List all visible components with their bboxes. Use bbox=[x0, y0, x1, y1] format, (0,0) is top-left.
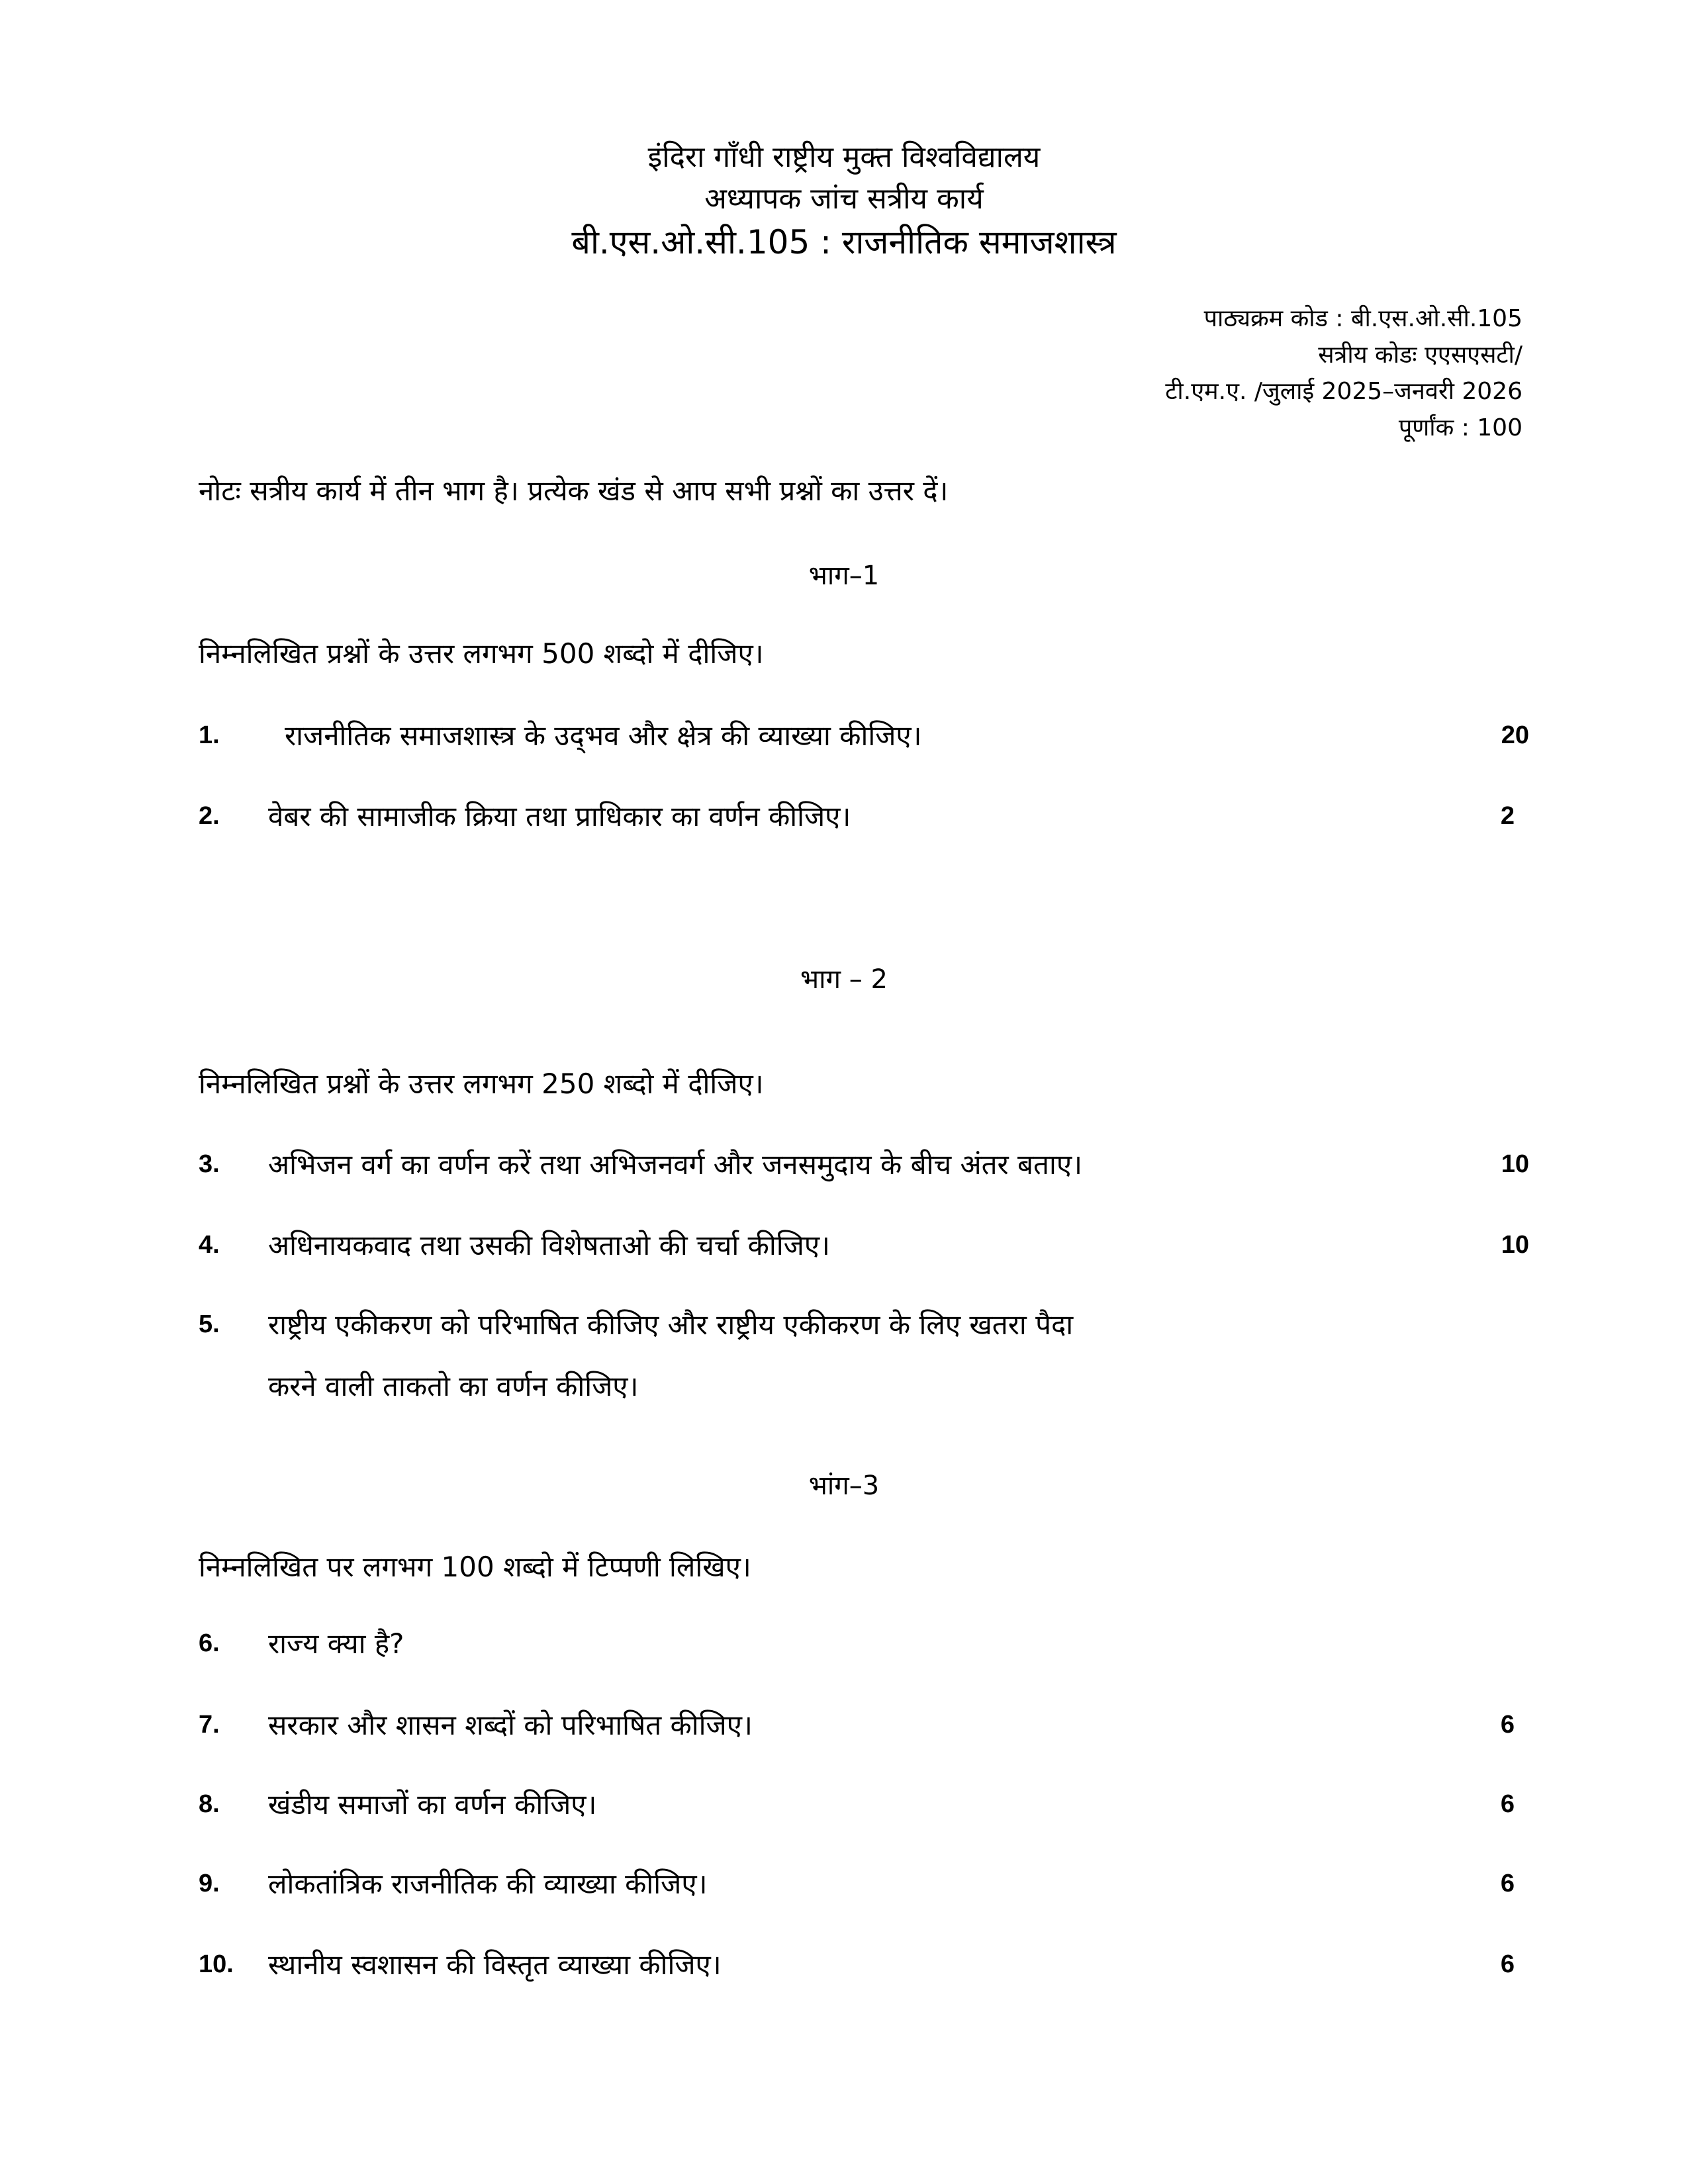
part-2-heading: भाग – 2 bbox=[800, 964, 888, 995]
course-code: पाठ्यक्रम कोड : बी.एस.ओ.सी.105 bbox=[1203, 305, 1523, 332]
part-3-heading: भांग–3 bbox=[808, 1471, 880, 1501]
part-2-instruction: निम्नलिखित प्रश्नों के उत्तर लगभग 250 शब्दो में दीजिए। bbox=[199, 1068, 764, 1100]
question-marks: 2 bbox=[1500, 802, 1515, 830]
question-text: वेबर की सामाजीक क्रिया तथा प्राधिकार का वर्णन कीजिए। bbox=[268, 800, 851, 833]
question-marks: 6 bbox=[1500, 1870, 1515, 1897]
max-marks: पूर्णांक : 100 bbox=[1398, 414, 1523, 441]
question-number: 7. bbox=[199, 1711, 220, 1739]
question-number: 4. bbox=[199, 1231, 220, 1259]
question-marks: 6 bbox=[1500, 1950, 1515, 1978]
question-marks: 10 bbox=[1501, 1231, 1529, 1259]
question-number: 2. bbox=[199, 802, 220, 830]
question-number: 8. bbox=[199, 1790, 220, 1818]
assignment-type: अध्यापक जांच सत्रीय कार्य bbox=[704, 182, 984, 216]
question-text: राष्ट्रीय एकीकरण को परिभाषित कीजिए और राष्ट्रीय एकीकरण के लिए खतरा पैदा bbox=[268, 1308, 1074, 1341]
question-text: खंडीय समाजों का वर्णन कीजिए। bbox=[268, 1788, 597, 1821]
part-1-heading: भाग–1 bbox=[808, 561, 880, 591]
question-text: सरकार और शासन शब्दों को परिभाषित कीजिए। bbox=[268, 1709, 753, 1741]
university-name: इंदिरा गाँधी राष्ट्रीय मुक्त विश्वविद्यालय bbox=[647, 140, 1041, 174]
question-marks: 10 bbox=[1501, 1150, 1529, 1178]
question-number: 6. bbox=[199, 1629, 220, 1657]
question-text-line2: करने वाली ताकतो का वर्णन कीजिए। bbox=[268, 1370, 639, 1402]
question-number: 3. bbox=[199, 1150, 220, 1178]
question-text: लोकतांत्रिक राजनीतिक की व्याख्या कीजिए। bbox=[268, 1868, 708, 1900]
question-number: 1. bbox=[199, 721, 220, 749]
part-1-instruction: निम्नलिखित प्रश्नों के उत्तर लगभग 500 शब्दो में दीजिए। bbox=[199, 637, 764, 670]
question-text: अधिनायकवाद तथा उसकी विशेषताओ की चर्चा कीजिए। bbox=[268, 1229, 830, 1261]
question-marks: 6 bbox=[1500, 1711, 1515, 1739]
part-3-instruction: निम्नलिखित पर लगभग 100 शब्दो में टिप्पणी लिखिए। bbox=[199, 1551, 751, 1583]
question-number: 10. bbox=[199, 1950, 234, 1978]
note: नोटः सत्रीय कार्य में तीन भाग है। प्रत्येक खंड से आप सभी प्रश्नों का उत्तर दें। bbox=[199, 475, 949, 507]
question-marks: 6 bbox=[1500, 1790, 1515, 1818]
session: टी.एम.ए. /जुलाई 2025–जनवरी 2026 bbox=[1165, 378, 1523, 405]
question-number: 5. bbox=[199, 1310, 220, 1338]
question-text: अभिजन वर्ग का वर्णन करें तथा अभिजनवर्ग और जनसमुदाय के बीच अंतर बताए। bbox=[268, 1148, 1082, 1181]
question-text: राज्य क्या है? bbox=[268, 1627, 404, 1660]
question-number: 9. bbox=[199, 1870, 220, 1897]
question-text: स्थानीय स्वशासन की विस्तृत व्याख्या कीजिए। bbox=[268, 1948, 722, 1981]
question-text: राजनीतिक समाजशास्त्र के उद्‌भव और क्षेत्र की व्याख्या कीजिए। bbox=[285, 719, 922, 752]
question-marks: 20 bbox=[1501, 721, 1529, 749]
assignment-code: सत्रीय कोडः एएसएसटी/ bbox=[1318, 341, 1523, 369]
course-title: बी.एस.ओ.सी.105 : राजनीतिक समाजशास्त्र bbox=[571, 223, 1117, 261]
